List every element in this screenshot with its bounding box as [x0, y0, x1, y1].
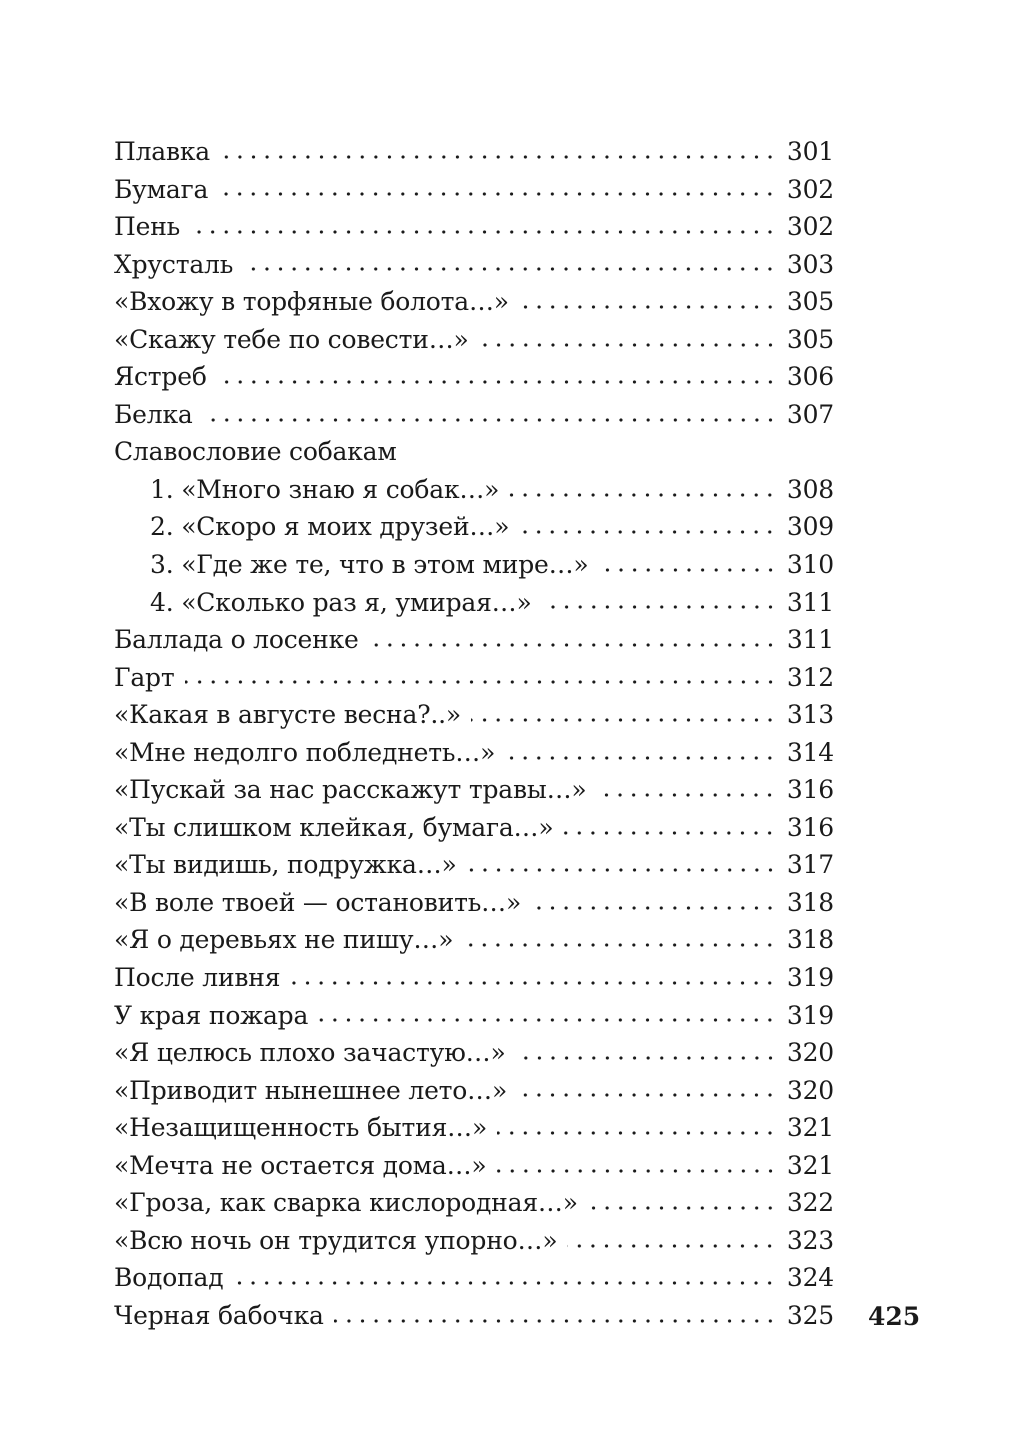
toc-entry [114, 283, 834, 321]
dot-leader [542, 602, 777, 612]
dot-leader [185, 677, 777, 687]
toc-entry-title: Водопад [114, 1259, 233, 1297]
toc-entry-page: 313 [777, 696, 834, 734]
toc-entry-title: Баллада о лосенке [114, 621, 369, 659]
toc-entry-page: 311 [777, 621, 834, 659]
toc-entry-page: 320 [777, 1034, 834, 1072]
toc-entry-page: 316 [777, 771, 834, 809]
toc-entry [114, 771, 834, 809]
toc-entry [114, 734, 834, 772]
toc-entry-page: 323 [777, 1222, 834, 1260]
toc-entry-page: 318 [777, 884, 834, 922]
toc-entry-page: 309 [777, 508, 834, 546]
toc-entry [114, 1222, 834, 1260]
toc-entry-page: 308 [777, 471, 834, 509]
toc-entry-title: После ливня [114, 959, 290, 997]
dot-leader [517, 1090, 777, 1100]
toc-entry-page: 310 [777, 546, 834, 584]
toc-entry-title: «Незащищенность бытия…» [114, 1109, 497, 1147]
toc-subentry [114, 508, 834, 546]
toc-entry [114, 621, 834, 659]
dot-leader [567, 1241, 776, 1251]
toc-subentry [114, 471, 834, 509]
toc-entry [114, 921, 834, 959]
toc-entry-page: 306 [777, 358, 834, 396]
toc-entry-page: 321 [777, 1109, 834, 1147]
toc-entry-page: 312 [777, 659, 834, 697]
toc-entry [114, 696, 834, 734]
dot-leader [599, 565, 777, 575]
toc-entry-title: «Какая в августе весна?..» [114, 696, 471, 734]
toc-entry-title: «Гроза, как сварка кислородная…» [114, 1184, 588, 1222]
toc-entry-title: У края пожара [114, 997, 318, 1035]
toc-entry-title: Хрусталь [114, 246, 243, 284]
dot-leader [233, 1278, 776, 1288]
toc-entry [114, 1184, 834, 1222]
page-number: 425 [868, 1302, 921, 1331]
toc-entry-page: 302 [777, 208, 834, 246]
toc-entry-title: «Пускай за нас расскажут травы…» [114, 771, 596, 809]
toc-entry [114, 358, 834, 396]
dot-leader [531, 903, 777, 913]
dot-leader [519, 527, 777, 537]
toc-entry [114, 884, 834, 922]
toc-entry-page: 317 [777, 846, 834, 884]
toc-entry-page: 322 [777, 1184, 834, 1222]
toc-entry [114, 396, 834, 434]
toc-entry-page: 305 [777, 283, 834, 321]
toc-entry-page: 316 [777, 809, 834, 847]
dot-leader [505, 753, 777, 763]
toc-entry [114, 1109, 834, 1147]
toc-entry-title: «Вхожу в торфяные болота…» [114, 283, 519, 321]
toc-entry-title: Гарт [114, 659, 185, 697]
toc-entry [114, 246, 834, 284]
dot-leader [497, 1166, 777, 1176]
toc-entry-title: «Скажу тебе по совести…» [114, 321, 479, 359]
toc-entry [114, 959, 834, 997]
toc-entry [114, 1259, 834, 1297]
toc-entry-title: Белка [114, 396, 203, 434]
toc-entry-title: «Мне недолго побледнеть…» [114, 734, 505, 772]
dot-leader [463, 940, 777, 950]
table-of-contents [114, 133, 834, 1335]
toc-entry-title: 4. «Сколько раз я, умирая…» [150, 584, 542, 622]
toc-entry-title: «Всю ночь он трудится упорно…» [114, 1222, 567, 1260]
toc-entry-title: «Я целюсь плохо зачастую…» [114, 1034, 516, 1072]
toc-entry-title: «Ты видишь, подружка…» [114, 846, 467, 884]
toc-entry-page: 307 [777, 396, 834, 434]
toc-entry [114, 1034, 834, 1072]
toc-entry-title: Бумага [114, 171, 218, 209]
dot-leader [519, 302, 777, 312]
toc-entry-page: 319 [777, 959, 834, 997]
toc-entry-title: «В воле твоей — остановить…» [114, 884, 531, 922]
dot-leader [509, 490, 777, 500]
toc-entry-title: «Ты слишком клейкая, бумага…» [114, 809, 563, 847]
toc-entry-page: 320 [777, 1072, 834, 1110]
toc-entry-title: «Мечта не остается дома…» [114, 1147, 497, 1185]
toc-entry-title: «Я о деревьях не пишу…» [114, 921, 463, 959]
toc-entry [114, 321, 834, 359]
toc-subentry [114, 584, 834, 622]
toc-entry [114, 659, 834, 697]
toc-entry-title: 1. «Много знаю я собак…» [150, 471, 509, 509]
toc-entry [114, 171, 834, 209]
dot-leader [497, 1128, 777, 1138]
toc-entry-title: 3. «Где же те, что в этом мире…» [150, 546, 599, 584]
dot-leader [588, 1203, 777, 1213]
toc-entry-page: 321 [777, 1147, 834, 1185]
toc-entry-page: 325 [777, 1297, 834, 1335]
toc-entry-title: Плавка [114, 133, 220, 171]
dot-leader [203, 415, 777, 425]
toc-entry-title: Славословие собакам [114, 433, 407, 471]
toc-entry-page: 314 [777, 734, 834, 772]
toc-entry-page: 324 [777, 1259, 834, 1297]
toc-entry-title: «Приводит нынешнее лето…» [114, 1072, 517, 1110]
toc-entry-page: 301 [777, 133, 834, 171]
toc-entry-title: Пень [114, 208, 190, 246]
toc-section-heading [114, 433, 834, 471]
toc-subentry [114, 546, 834, 584]
toc-entry-page: 303 [777, 246, 834, 284]
toc-entry-page: 305 [777, 321, 834, 359]
dot-leader [217, 377, 777, 387]
toc-entry [114, 1297, 834, 1335]
toc-entry [114, 997, 834, 1035]
dot-leader [467, 865, 777, 875]
dot-leader [479, 340, 777, 350]
toc-entry [114, 1072, 834, 1110]
dot-leader [220, 152, 777, 162]
toc-entry-title: 2. «Скоро я моих друзей…» [150, 508, 519, 546]
toc-entry-page: 311 [777, 584, 834, 622]
dot-leader [516, 1053, 777, 1063]
dot-leader [190, 227, 777, 237]
toc-entry-page: 302 [777, 171, 834, 209]
dot-leader [290, 978, 777, 988]
toc-entry [114, 208, 834, 246]
dot-leader [318, 1015, 777, 1025]
toc-entry-title: Ястреб [114, 358, 217, 396]
dot-leader [369, 640, 777, 650]
toc-entry [114, 133, 834, 171]
dot-leader [471, 715, 777, 725]
toc-entry-title: Черная бабочка [114, 1297, 334, 1335]
toc-entry [114, 846, 834, 884]
dot-leader [596, 790, 776, 800]
toc-entry [114, 1147, 834, 1185]
toc-entry [114, 809, 834, 847]
dot-leader [563, 828, 776, 838]
toc-entry-page: 318 [777, 921, 834, 959]
toc-entry-page: 319 [777, 997, 834, 1035]
dot-leader [334, 1316, 777, 1326]
dot-leader [243, 264, 777, 274]
dot-leader [218, 189, 777, 199]
